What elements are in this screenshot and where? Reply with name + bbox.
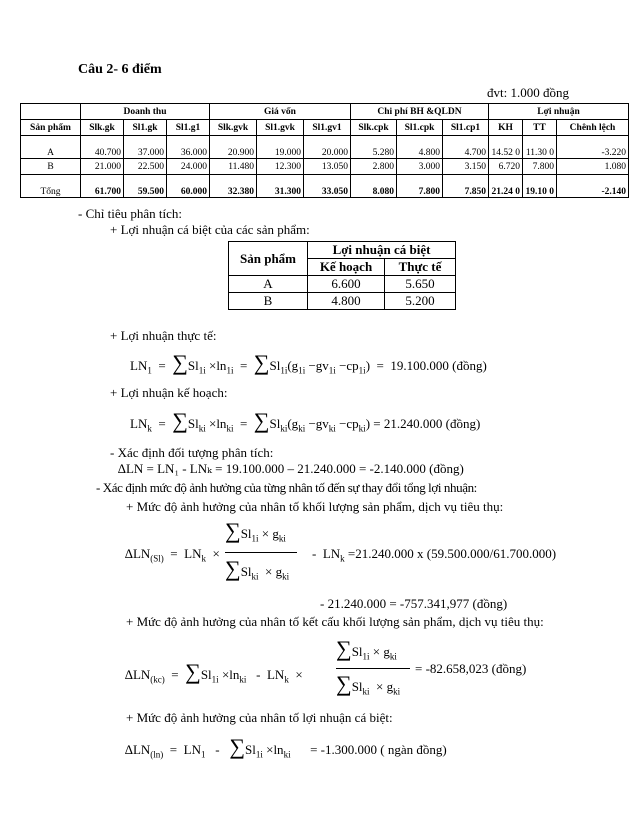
- group-loi-nhuan: Lợi nhuận: [489, 104, 629, 120]
- formula-ln1: $LN_1 = \sum Sl_{1i} \times\ln_{1i} = \sum Sl_{1i}(g_{1i} -gv_{1i} -cp_{1i}) = 19.100.000$ (đồng): [130, 350, 487, 376]
- fraction-line: [225, 552, 297, 553]
- column-header: Sl1.gv1: [304, 120, 351, 136]
- formula-lnk: $LN_k = \sum Sl_{ki} \times\ln_{ki} = \sum Sl_{ki}(g_{ki} -gv_{ki} -cp_{ki}) = 21.240.000$ (đồng): [130, 408, 481, 434]
- column-header: Slk.gk: [81, 120, 124, 136]
- table-row: A 40.700 37.000 36.000 20.900 19.000 20.000 5.280 4.800 4.700 14.52 0 11.30 0 -3.220: [21, 136, 629, 159]
- fraction-numerator-kc: $\sum Sl_{1i} \times g_{ki}$: [336, 636, 397, 662]
- chi-tieu-heading: - Chỉ tiêu phân tích:: [78, 206, 182, 221]
- xac-dinh-label: - Xác định đối tượng phân tích:: [110, 445, 274, 460]
- fraction-numerator: $\sum Sl_{1i} \times g_{ki}$: [225, 518, 286, 544]
- table-row-total: Tổng 61.700 59.500 60.000 32.380 31.300 33.050 8.080 7.800 7.850 21.24 0 19.10 0 -2.140: [21, 175, 629, 198]
- group-doanh-thu: Doanh thu: [81, 104, 210, 120]
- column-header: KH: [489, 120, 523, 136]
- loi-nhuan-cb-label: + Lợi nhuận cá biệt của các sản phẩm:: [110, 222, 310, 237]
- table-row: B 21.000 22.500 24.000 11.480 12.300 13.050 2.800 3.000 3.150 6.720 7.800 1.080: [21, 159, 629, 175]
- column-header: Slk.gvk: [210, 120, 257, 136]
- delta-ln-line: ∆LN = LN₁ - LNₖ = 19.100.000 – 21.240.000 = -2.140.000 (đồng): [118, 461, 464, 476]
- table-row: B 4.800 5.200: [229, 293, 456, 310]
- loi-nhuan-kh-label: + Lợi nhuận kế hoạch:: [110, 385, 228, 400]
- formula-sl-result: - $LN_k =21.240.000$ x (59.500.000/61.700.000): [312, 546, 557, 564]
- group-header-row: [21, 104, 629, 120]
- group-gia-von: Giá vốn: [210, 104, 351, 120]
- column-header: Sl1.cpk: [397, 120, 443, 136]
- loi-nhuan-tt-label: + Lợi nhuận thực tế:: [110, 328, 217, 343]
- column-header: Sl1.gk: [124, 120, 167, 136]
- question-title: Câu 2- 6 điểm: [78, 62, 162, 77]
- data-table: [20, 103, 629, 198]
- muc-do-kc-label: + Mức độ ảnh hưởng của nhân tố kết cấu khối lượng sản phẩm, dịch vụ tiêu thụ:: [126, 614, 544, 629]
- table-row: A 6.600 5.650: [229, 276, 456, 293]
- unit-label: đvt: 1.000 đồng: [487, 85, 569, 100]
- group-chi-phi: Chi phí BH &QLDN: [351, 104, 489, 120]
- formula-delta-ln: $\Delta LN_{(ln)} = LN_1 - \sum Sl_{1i} \times\ln_{ki}$ = -1.300.000 ( ngàn đồng): [125, 734, 447, 760]
- muc-do-sl-label: + Mức độ ảnh hưởng của nhân tố khối lượng sản phẩm, dịch vụ tiêu thụ:: [126, 499, 504, 514]
- xac-dinh-muc-label: - Xác định mức độ ảnh hưởng của từng nhân tố đến sự thay đổi tổng lợi nhuận:: [96, 480, 477, 495]
- fraction-denominator: $\sum Sl_{ki} \times g_{ki}$: [225, 556, 290, 582]
- column-header: Chênh lệch: [557, 120, 629, 136]
- column-header: Sl1.gvk: [257, 120, 304, 136]
- formula-kc-result: = -82.658,023 (đồng): [415, 661, 527, 676]
- column-header: Slk.cpk: [351, 120, 397, 136]
- column-header: Sl1.cp1: [443, 120, 489, 136]
- profit-table: Sản phẩm Lợi nhuận cá biệt Kế hoạch Thực tế A 6.600 5.650 B 4.800 5.200: [228, 241, 456, 310]
- column-header: Sản phẩm: [21, 120, 81, 136]
- fraction-line-kc: [336, 668, 410, 669]
- column-header-row: [21, 120, 629, 136]
- formula-sl-result2: - 21.240.000 = -757.341,977 (đồng): [320, 596, 508, 611]
- fraction-denominator-kc: $\sum Sl_{ki} \times g_{ki}$: [336, 671, 401, 697]
- muc-do-ln-label: + Mức độ ảnh hưởng của nhân tố lợi nhuận cá biệt:: [126, 710, 393, 725]
- column-header: TT: [523, 120, 557, 136]
- formula-delta-kc: $\Delta LN_{(kc)} = \sum Sl_{1i} \times\ln_{ki} - LN_k$ ×: [125, 659, 303, 685]
- formula-delta-sl: $\Delta LN_{(Sl)} = LN_k$ ×: [125, 546, 220, 564]
- column-header: Sl1.g1: [167, 120, 210, 136]
